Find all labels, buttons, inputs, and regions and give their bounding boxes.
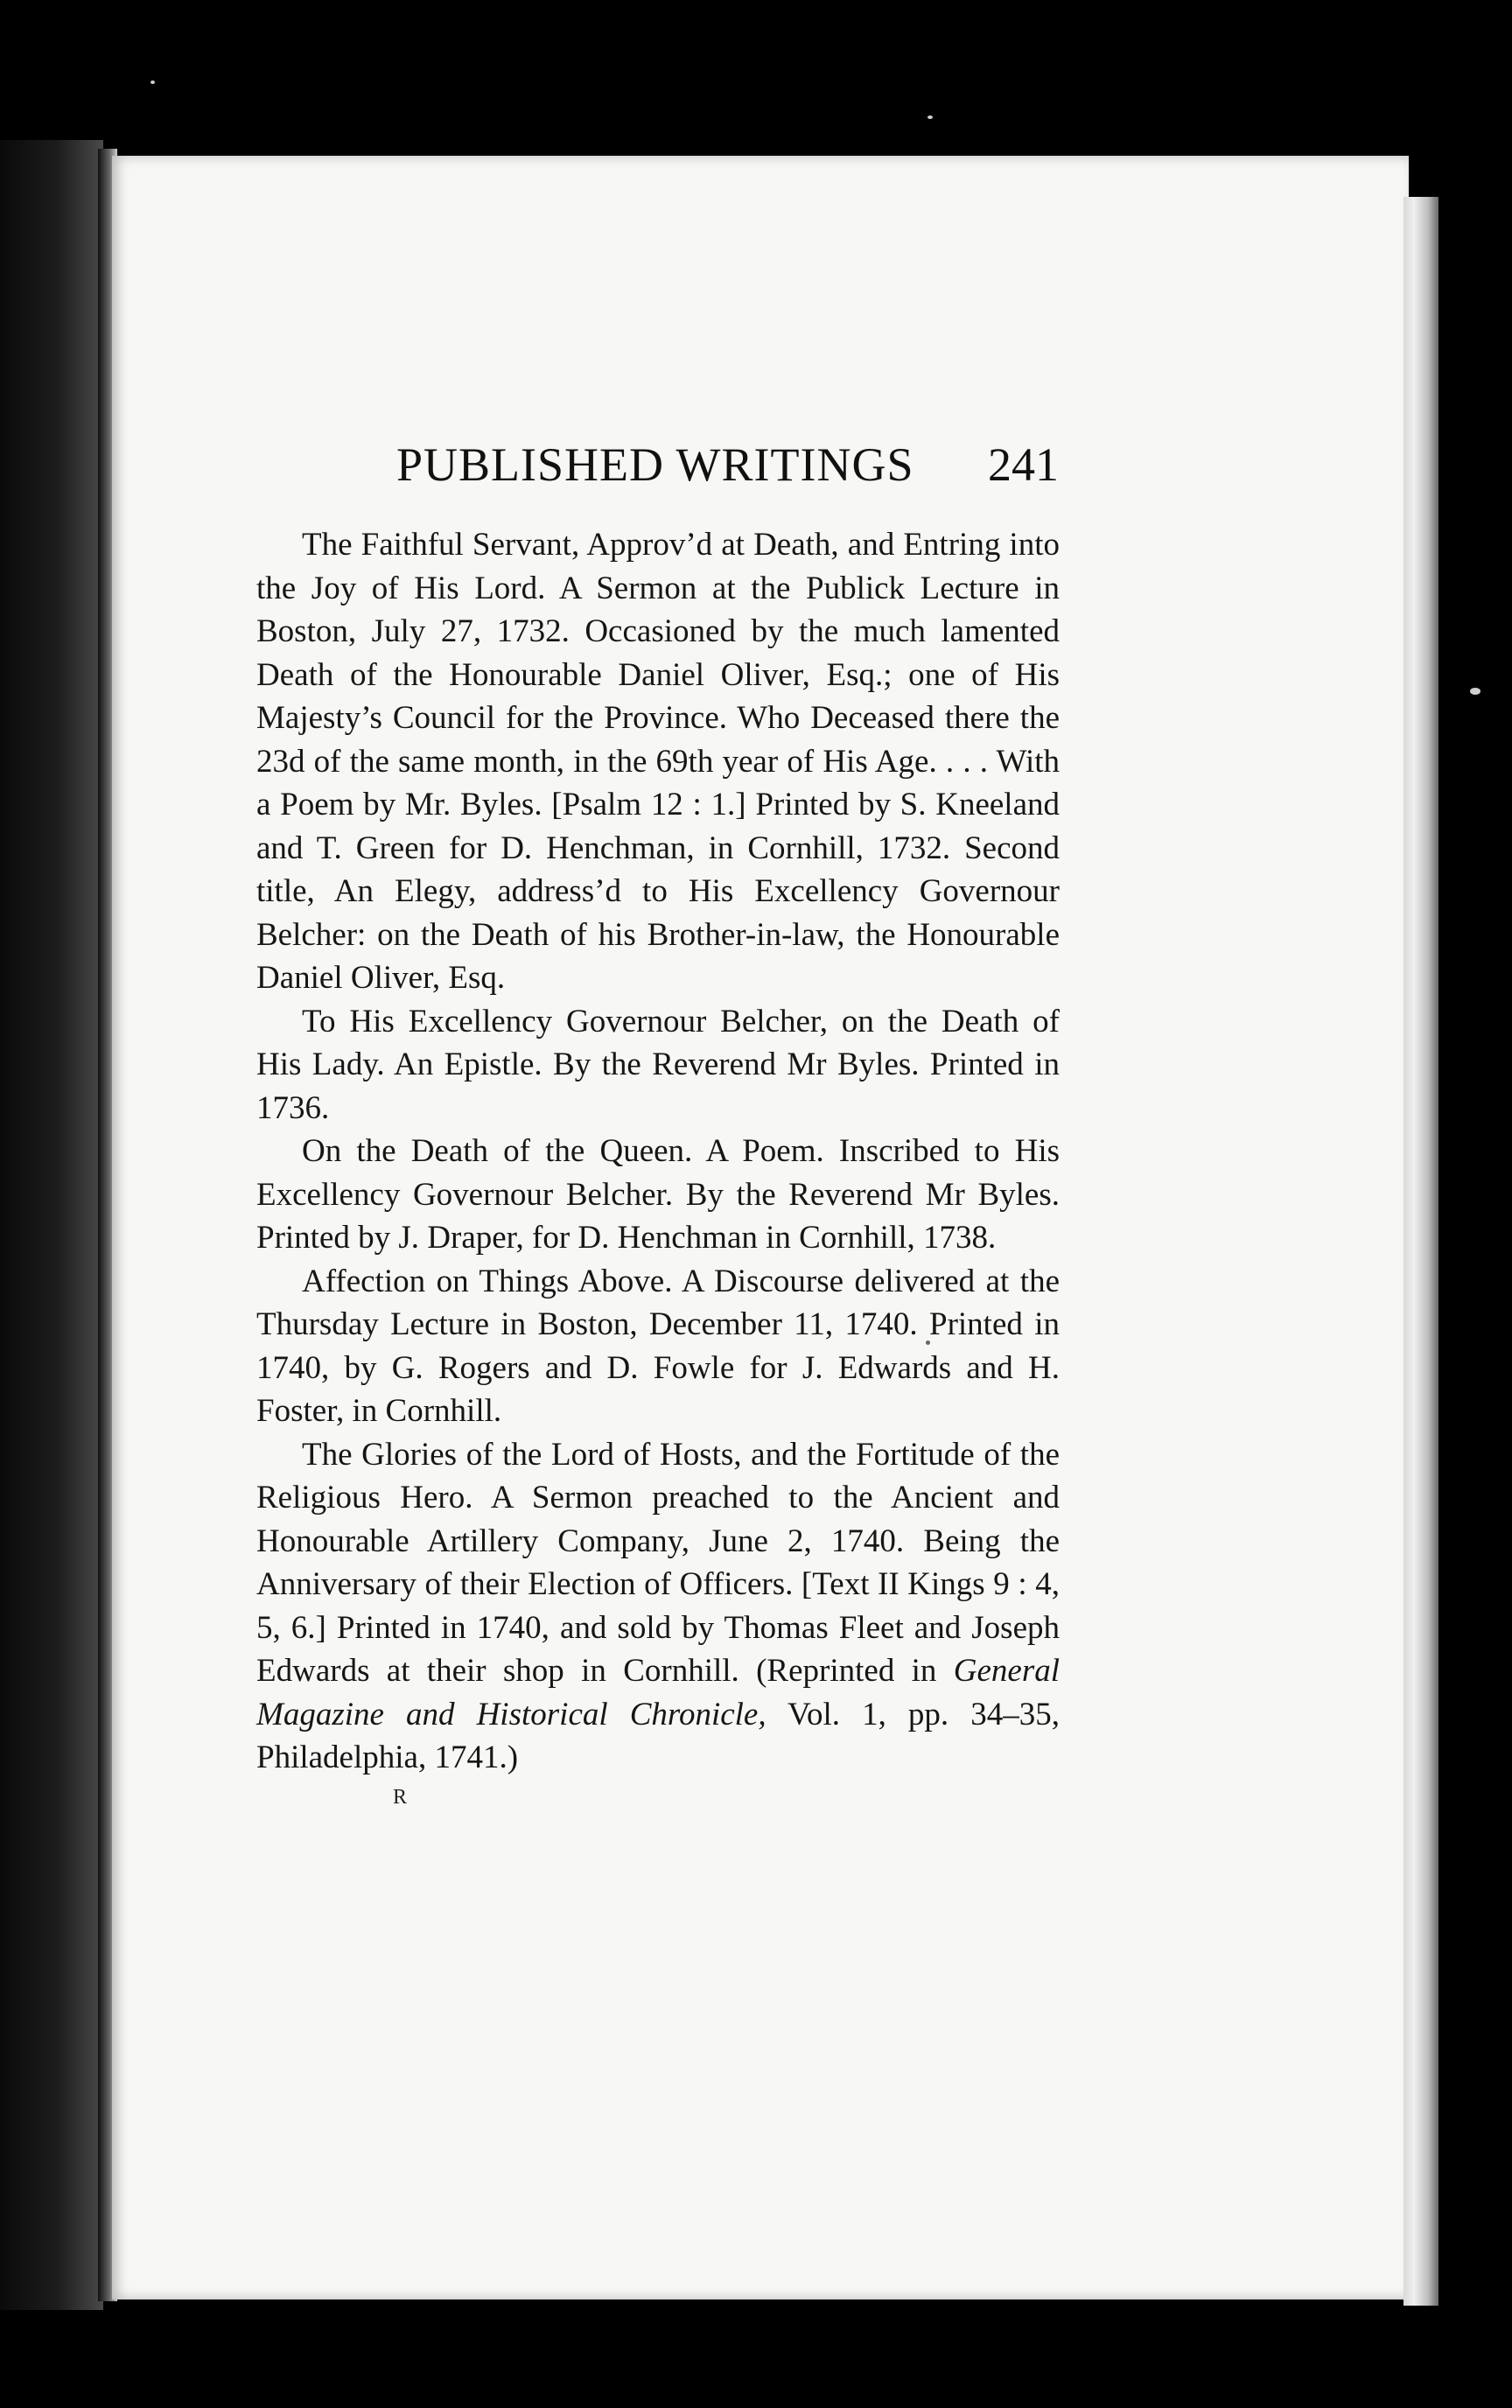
entry-text: Vol. 1, pp. 34–35, Philadelphia, 1741.) [256,1696,1060,1775]
dust-speck [928,116,933,119]
entry-italic-title: General Magazine and Historical Chronicle, [256,1653,1060,1732]
dust-speck [1470,688,1480,695]
page-number: 241 [988,438,1059,491]
bibliography-entry: To His Excellency Governour Belcher, on the Death of His Lady. An Epistle. By the Reverend Mr Byles. Printed in 1736. [256,1003,1060,1126]
signature-mark: R [393,1785,408,1809]
dust-speck [150,80,155,84]
bibliography-entry: The Faithful Servant, Approv’d at Death, and Entring into the Joy of His Lord. A Sermon at the Publick Lecture in Boston, July 27, 1732. Occasioned by the much lamented Death of the Honourable Daniel Oliver, Esq.; one of His Majesty’s Council for the Province. Who Deceased there the 23d of the same month, in the 69th year of His Age. . . . With a Poem by Mr. Byles. [Psalm 12 : 1.] Printed by S. Kneeland and T. Green for D. Henchman, in Cornhill, 1732. Second title, An Elegy, address’d to His Excellency Governour Belcher: on the Death of his Brother-in-law, the Honourable Daniel Oliver, Esq. [256,527,1060,996]
bibliography-entry: Affection on Things Above. A Discourse delivered at the Thursday Lecture in Boston, December 11, 1740. Printed in 1740, by G. Rogers and D. Fowle for J. Edwards and H. Foster, in Cornhill. [256,1263,1060,1429]
right-page-edge [1404,197,1438,2306]
text-block [256,523,1060,1813]
running-head [396,434,1059,495]
running-head-title: PUBLISHED WRITINGS [396,438,914,491]
entry-text: The Glories of the Lord of Hosts, and the Fortitude of the Religious Hero. A Sermon preached to the Ancient and Honourable Artillery Company, June 2, 1740. Being the Anniversary of their Election of Officers. [Text II Kings 9 : 4, 5, 6.] Printed in 1740, and sold by Thomas Fleet and Joseph Edwards at their shop in Cornhill. (Reprinted in [256,1436,1060,1689]
left-page-edge [0,140,103,2310]
bibliography-entry [256,1433,1060,1780]
bibliography-entry: On the Death of the Queen. A Poem. Inscribed to His Excellency Governour Belcher. By the Reverend Mr Byles. Printed by J. Draper, for D. Henchman in Cornhill, 1738. [256,1133,1060,1256]
